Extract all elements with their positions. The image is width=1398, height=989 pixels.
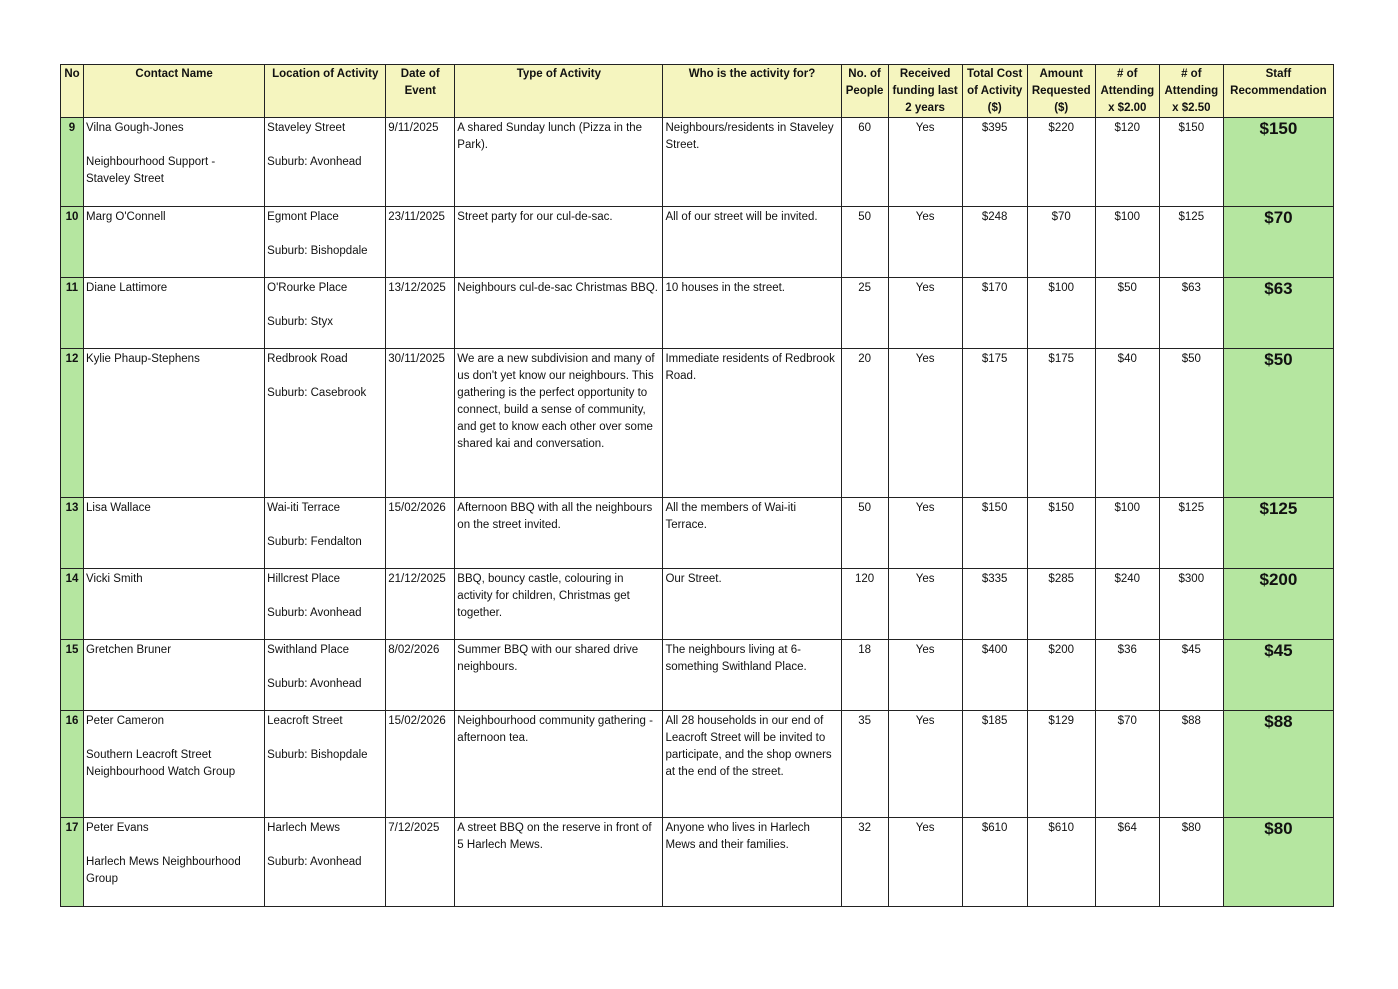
location-suburb: Suburb: Avonhead [267, 856, 362, 868]
location-suburb: Suburb: Fendalton [267, 536, 362, 548]
activity-type: Summer BBQ with our shared drive neighbours. [455, 640, 663, 711]
location-suburb: Suburb: Bishopdale [267, 245, 368, 257]
table-row [61, 349, 1334, 498]
amount-requested: $70 [1027, 207, 1095, 278]
received-funding: Yes [888, 711, 962, 818]
total-cost: $150 [962, 498, 1027, 569]
contact-name: Lisa Wallace [86, 502, 151, 514]
location-cell [265, 118, 386, 207]
location-street: Wai-iti Terrace [267, 502, 341, 514]
attending-x-2-50: $63 [1159, 278, 1223, 349]
activity-audience: The neighbours living at 6-something Swithland Place. [663, 640, 841, 711]
received-funding: Yes [888, 640, 962, 711]
amount-requested: $220 [1027, 118, 1095, 207]
location-suburb: Suburb: Avonhead [267, 156, 362, 168]
total-cost: $400 [962, 640, 1027, 711]
location-street: Redbrook Road [267, 353, 348, 365]
location-cell [265, 278, 386, 349]
contact-name: Peter Evans [86, 822, 149, 834]
row-number: 16 [61, 711, 84, 818]
amount-requested: $285 [1027, 569, 1095, 640]
staff-recommendation: $150 [1223, 118, 1333, 207]
activity-type: Afternoon BBQ with all the neighbours on the street invited. [455, 498, 663, 569]
location-street: Leacroft Street [267, 715, 343, 727]
people-count: 120 [841, 569, 888, 640]
attending-x-2-50: $125 [1159, 207, 1223, 278]
location-street: Hillcrest Place [267, 573, 341, 585]
total-cost: $610 [962, 818, 1027, 907]
received-funding: Yes [888, 569, 962, 640]
table-row [61, 118, 1334, 207]
amount-requested: $610 [1027, 818, 1095, 907]
received-funding: Yes [888, 498, 962, 569]
header-recommendation: Staff Recommendation [1223, 65, 1333, 118]
staff-recommendation: $70 [1223, 207, 1333, 278]
table-row [61, 569, 1334, 640]
attending-x-2-00: $120 [1095, 118, 1159, 207]
location-cell [265, 640, 386, 711]
total-cost: $170 [962, 278, 1027, 349]
funding-table [60, 64, 1334, 907]
received-funding: Yes [888, 349, 962, 498]
event-date: 8/02/2026 [386, 640, 455, 711]
contact-cell [84, 569, 265, 640]
row-number: 12 [61, 349, 84, 498]
table-row [61, 278, 1334, 349]
table-row [61, 207, 1334, 278]
event-date: 23/11/2025 [386, 207, 455, 278]
header-att200: # of Attending x $2.00 [1095, 65, 1159, 118]
location-street: Egmont Place [267, 211, 339, 223]
staff-recommendation: $63 [1223, 278, 1333, 349]
staff-recommendation: $200 [1223, 569, 1333, 640]
people-count: 35 [841, 711, 888, 818]
table-row [61, 711, 1334, 818]
amount-requested: $175 [1027, 349, 1095, 498]
event-date: 30/11/2025 [386, 349, 455, 498]
activity-type: BBQ, bouncy castle, colouring in activity for children, Christmas get together. [455, 569, 663, 640]
contact-cell [84, 349, 265, 498]
attending-x-2-00: $64 [1095, 818, 1159, 907]
activity-audience: Anyone who lives in Harlech Mews and their families. [663, 818, 841, 907]
contact-name: Marg O'Connell [86, 211, 166, 223]
location-street: Harlech Mews [267, 822, 341, 834]
activity-type: We are a new subdivision and many of us don't yet know our neighbours. This gathering is the perfect opportunity to connect, build a sense of community, and get to know each other over some shared kai and conversation. [455, 349, 663, 498]
attending-x-2-50: $45 [1159, 640, 1223, 711]
header-type: Type of Activity [455, 65, 663, 118]
people-count: 20 [841, 349, 888, 498]
amount-requested: $129 [1027, 711, 1095, 818]
location-cell [265, 207, 386, 278]
contact-cell [84, 498, 265, 569]
attending-x-2-00: $40 [1095, 349, 1159, 498]
contact-name: Vilna Gough-Jones [86, 122, 184, 134]
activity-type: A shared Sunday lunch (Pizza in the Park). [455, 118, 663, 207]
amount-requested: $100 [1027, 278, 1095, 349]
activity-type: Neighbours cul-de-sac Christmas BBQ. [455, 278, 663, 349]
event-date: 15/02/2026 [386, 498, 455, 569]
activity-audience: All the members of Wai-iti Terrace. [663, 498, 841, 569]
staff-recommendation: $88 [1223, 711, 1333, 818]
event-date: 15/02/2026 [386, 711, 455, 818]
table-row [61, 640, 1334, 711]
amount-requested: $200 [1027, 640, 1095, 711]
header-who: Who is the activity for? [663, 65, 841, 118]
row-number: 11 [61, 278, 84, 349]
event-date: 13/12/2025 [386, 278, 455, 349]
header-total: Total Cost of Activity ($) [962, 65, 1027, 118]
attending-x-2-50: $80 [1159, 818, 1223, 907]
attending-x-2-50: $88 [1159, 711, 1223, 818]
contact-cell [84, 207, 265, 278]
location-cell [265, 569, 386, 640]
staff-recommendation: $50 [1223, 349, 1333, 498]
header-row [61, 65, 1334, 118]
activity-type: Neighbourhood community gathering - afternoon tea. [455, 711, 663, 818]
contact-cell [84, 711, 265, 818]
people-count: 60 [841, 118, 888, 207]
location-street: Swithland Place [267, 644, 349, 656]
contact-name: Vicki Smith [86, 573, 143, 585]
location-cell [265, 349, 386, 498]
contact-organisation: Neighbourhood Support - Staveley Street [86, 156, 219, 185]
contact-cell [84, 640, 265, 711]
row-number: 14 [61, 569, 84, 640]
attending-x-2-00: $100 [1095, 498, 1159, 569]
location-suburb: Suburb: Avonhead [267, 678, 362, 690]
table-row [61, 818, 1334, 907]
header-people: No. of People [841, 65, 888, 118]
activity-audience: Immediate residents of Redbrook Road. [663, 349, 841, 498]
header-received: Received funding last 2 years [888, 65, 962, 118]
header-no: No [61, 65, 84, 118]
attending-x-2-50: $300 [1159, 569, 1223, 640]
location-suburb: Suburb: Casebrook [267, 387, 367, 399]
activity-type: Street party for our cul-de-sac. [455, 207, 663, 278]
total-cost: $185 [962, 711, 1027, 818]
contact-cell [84, 818, 265, 907]
location-suburb: Suburb: Bishopdale [267, 749, 368, 761]
event-date: 7/12/2025 [386, 818, 455, 907]
location-suburb: Suburb: Avonhead [267, 607, 362, 619]
location-suburb: Suburb: Styx [267, 316, 333, 328]
activity-audience: 10 houses in the street. [663, 278, 841, 349]
activity-audience: Neighbours/residents in Staveley Street. [663, 118, 841, 207]
contact-organisation: Southern Leacroft Street Neighbourhood Watch Group [86, 749, 236, 778]
people-count: 32 [841, 818, 888, 907]
contact-name: Kylie Phaup-Stephens [86, 353, 200, 365]
contact-name: Peter Cameron [86, 715, 164, 727]
received-funding: Yes [888, 207, 962, 278]
row-number: 15 [61, 640, 84, 711]
contact-cell [84, 118, 265, 207]
attending-x-2-50: $125 [1159, 498, 1223, 569]
row-number: 10 [61, 207, 84, 278]
staff-recommendation: $80 [1223, 818, 1333, 907]
people-count: 25 [841, 278, 888, 349]
contact-name: Gretchen Bruner [86, 644, 172, 656]
people-count: 50 [841, 498, 888, 569]
attending-x-2-00: $50 [1095, 278, 1159, 349]
amount-requested: $150 [1027, 498, 1095, 569]
event-date: 21/12/2025 [386, 569, 455, 640]
location-cell [265, 818, 386, 907]
header-location: Location of Activity [265, 65, 386, 118]
header-contact: Contact Name [84, 65, 265, 118]
received-funding: Yes [888, 818, 962, 907]
people-count: 18 [841, 640, 888, 711]
total-cost: $248 [962, 207, 1027, 278]
attending-x-2-50: $150 [1159, 118, 1223, 207]
event-date: 9/11/2025 [386, 118, 455, 207]
contact-organisation: Harlech Mews Neighbourhood Group [86, 856, 244, 885]
row-number: 17 [61, 818, 84, 907]
staff-recommendation: $45 [1223, 640, 1333, 711]
table-row [61, 498, 1334, 569]
people-count: 50 [841, 207, 888, 278]
attending-x-2-00: $100 [1095, 207, 1159, 278]
total-cost: $175 [962, 349, 1027, 498]
header-date: Date of Event [386, 65, 455, 118]
header-amount: Amount Requested ($) [1027, 65, 1095, 118]
contact-cell [84, 278, 265, 349]
attending-x-2-00: $240 [1095, 569, 1159, 640]
location-cell [265, 498, 386, 569]
total-cost: $395 [962, 118, 1027, 207]
staff-recommendation: $125 [1223, 498, 1333, 569]
location-street: O'Rourke Place [267, 282, 348, 294]
activity-type: A street BBQ on the reserve in front of 5 Harlech Mews. [455, 818, 663, 907]
contact-name: Diane Lattimore [86, 282, 168, 294]
row-number: 9 [61, 118, 84, 207]
attending-x-2-00: $70 [1095, 711, 1159, 818]
attending-x-2-50: $50 [1159, 349, 1223, 498]
activity-audience: All of our street will be invited. [663, 207, 841, 278]
attending-x-2-00: $36 [1095, 640, 1159, 711]
received-funding: Yes [888, 278, 962, 349]
location-cell [265, 711, 386, 818]
header-att250: # of Attending x $2.50 [1159, 65, 1223, 118]
activity-audience: Our Street. [663, 569, 841, 640]
total-cost: $335 [962, 569, 1027, 640]
received-funding: Yes [888, 118, 962, 207]
activity-audience: All 28 households in our end of Leacroft Street will be invited to participate, and the shop owners at the end of the street. [663, 711, 841, 818]
location-street: Staveley Street [267, 122, 346, 134]
row-number: 13 [61, 498, 84, 569]
